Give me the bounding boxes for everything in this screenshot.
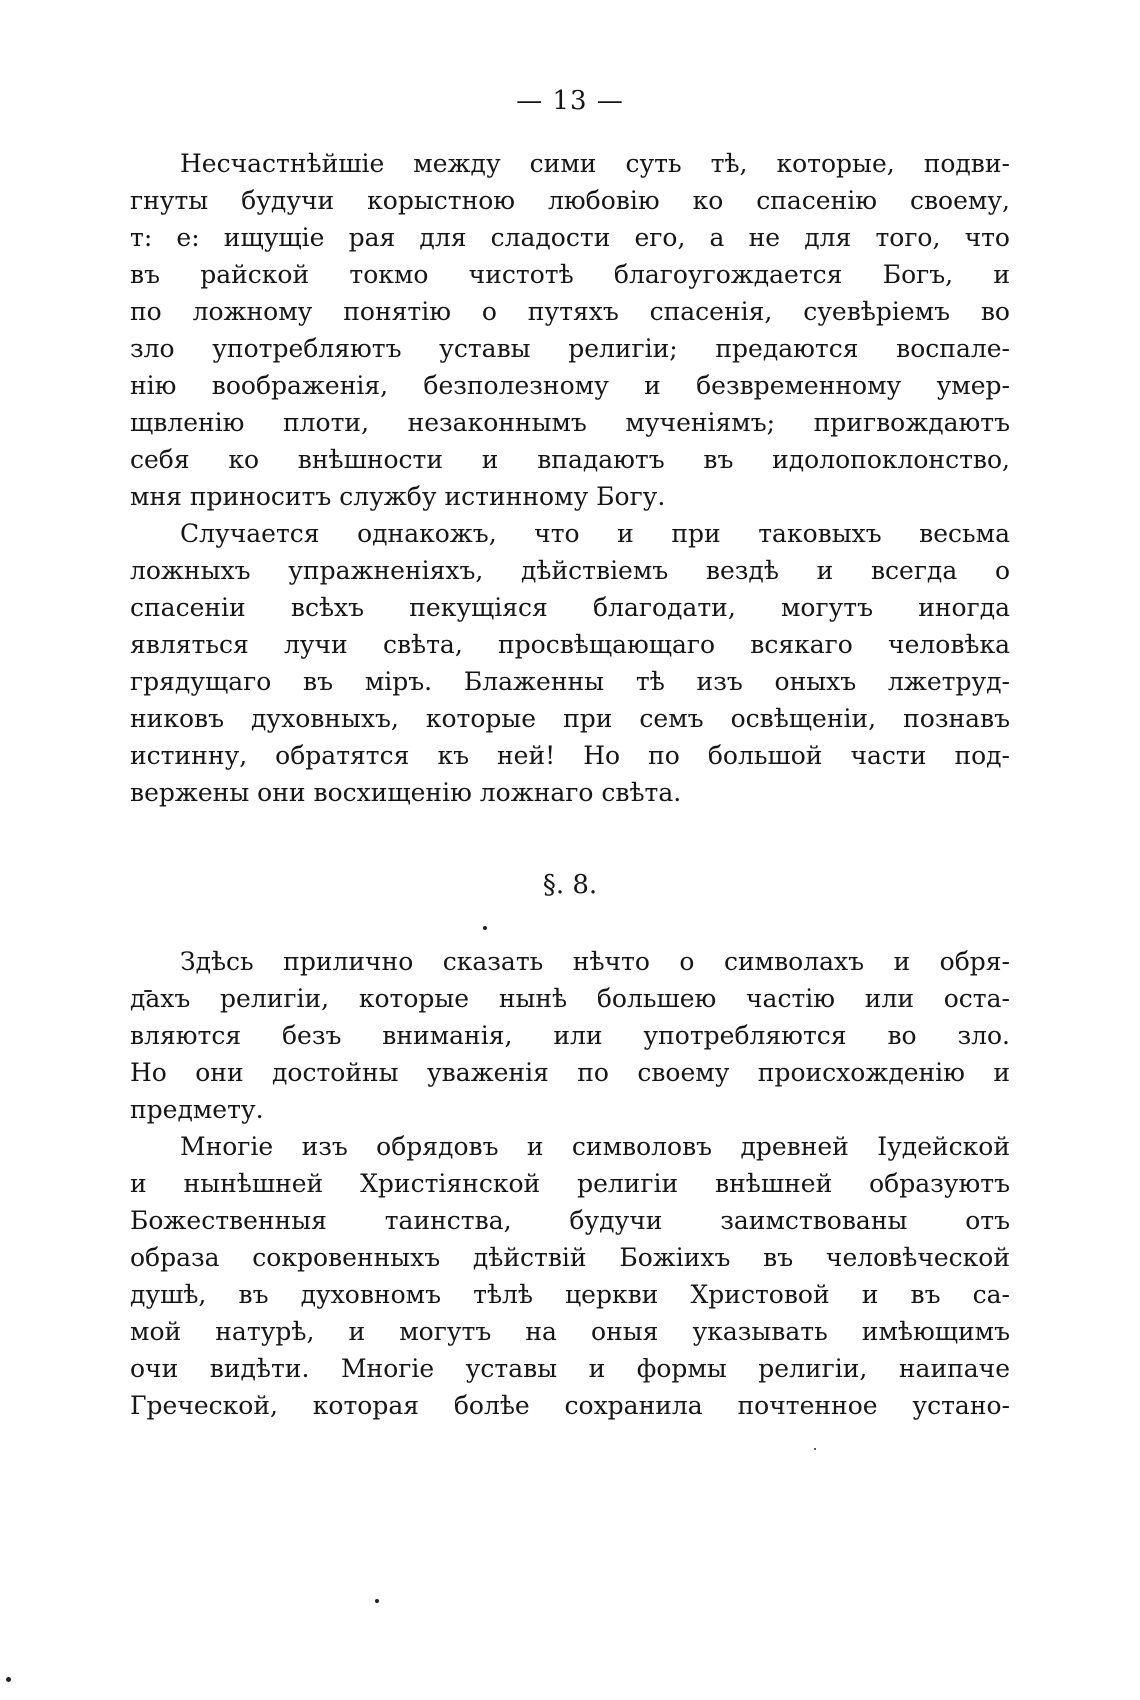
text-line: вляются безъ вниманія, или употребляются во зло. [130,1021,1010,1050]
text-line: т: е: ищущіе рая для сладости его, а не для того, что [130,223,1010,252]
text-line: истинну, обратятся къ ней! Но по большой части под- [130,741,1010,770]
text-line: предмету. [130,1095,264,1124]
page-number: — 13 — [516,86,624,116]
text-line: дахъ религіи, которые нынѣ большею частію или оста- [130,984,1010,1013]
text-line: Несчастнѣйшіе между сими суть тѣ, которые, подви- [180,149,1010,178]
paragraph-1 [130,145,1010,515]
text-line: Многіе изъ обрядовъ и символовъ древней Іудейской [180,1132,1010,1161]
text-line: Греческой, которая болѣе сохранила почтенное устано- [130,1391,1010,1420]
text-line: образа сокровенныхъ дѣйствій Божіихъ въ человѣческой [130,1243,1010,1272]
section-heading: §. 8. [542,870,598,900]
paragraph-3 [130,943,1010,1128]
text-line: очи видѣти. Многіе уставы и формы религіи, наипаче [130,1354,1010,1383]
text-line: Но они достойны уваженія по своему происхожденію и [130,1058,1010,1087]
text-line: себя ко внѣшности и впадаютъ въ идолопоклонство, [130,445,1010,474]
text-line: душѣ, въ духовномъ тѣлѣ церкви Христовой и въ са- [130,1280,1010,1309]
text-line: спасеніи всѣхъ пекущіяся благодати, могутъ иногда [130,593,1010,622]
text-line: мой натурѣ, и могутъ на оныя указывать имѣющимъ [130,1317,1010,1346]
text-line: грядущаго въ міръ. Блаженны тѣ изъ оныхъ лжетруд- [130,667,1010,696]
text-line: вержены они восхищенію ложнаго свѣта. [130,778,682,807]
text-line: зло употребляютъ уставы религіи; предаются воспале- [130,334,1010,363]
text-line: являться лучи свѣта, просвѣщающаго всякаго человѣка [130,630,1010,659]
text-line: по ложному понятію о путяхъ спасенія, суевѣріемъ во [130,297,1010,326]
text-line: въ райской токмо чистотѣ благоугождается Богъ, и [130,260,1010,289]
text-line: Божественныя таинства, будучи заимствованы отъ [130,1206,1010,1235]
text-line: и нынѣшней Христіянской религіи внѣшней образуютъ [130,1169,1010,1198]
print-speck [814,1448,816,1450]
print-speck [6,1677,11,1682]
text-line: щвленію плоти, незаконнымъ мученіямъ; пригвождаютъ [130,408,1010,437]
paragraph-4 [130,1128,1010,1424]
text-line: Случается однакожъ, что и при таковыхъ весьма [180,519,1010,548]
text-line: гнуты будучи корыстною любовію ко спасенію своему, [130,186,1010,215]
text-line: ложныхъ упражненіяхъ, дѣйствіемъ вездѣ и всегда о [130,556,1010,585]
print-speck [483,926,487,930]
text-line: никовъ духовныхъ, которые при семъ освѣщеніи, познавъ [130,704,1010,733]
text-line: нію воображенія, безполезному и безвременному умер- [130,371,1010,400]
text-line: мня приноситъ службу истинному Богу. [130,482,666,511]
paragraph-2 [130,515,1010,811]
text-line: Здѣсь прилично сказать нѣчто о символахъ и обря- [180,947,1010,976]
print-speck [375,1599,379,1603]
